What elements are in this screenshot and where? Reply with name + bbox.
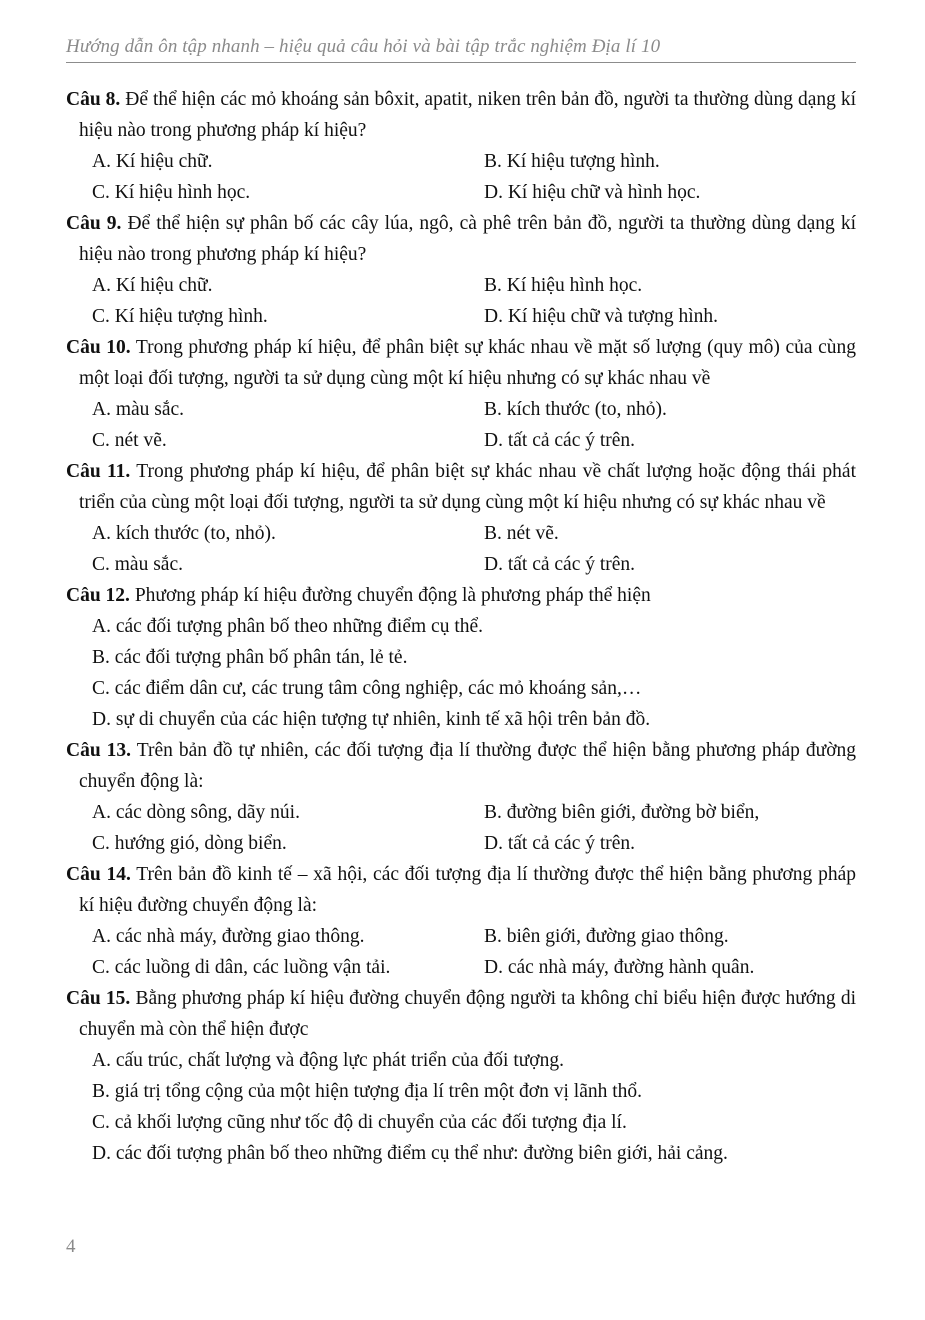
answer-options [66, 921, 856, 983]
question-text: Để thể hiện sự phân bố các cây lúa, ngô, cà phê trên bản đồ, người ta thường dùng dạng kí hiệu nào trong phương pháp kí hiệu? [79, 213, 856, 265]
question-text: Để thể hiện các mỏ khoáng sản bôxit, apatit, niken trên bản đồ, người ta thường dùng dạng kí hiệu nào trong phương pháp kí hiệu? [79, 89, 856, 141]
question-number: Câu 8. [66, 89, 121, 110]
answer-option-b: B. các đối tượng phân bố phân tán, lẻ tẻ. [92, 647, 408, 668]
answer-option-b: B. kích thước (to, nhỏ). [484, 399, 667, 420]
answer-option-a: A. các nhà máy, đường giao thông. [92, 926, 365, 947]
answer-option-c: C. Kí hiệu hình học. [92, 182, 251, 203]
answer-options [66, 146, 856, 208]
answer-option-c: C. hướng gió, dòng biển. [92, 833, 287, 854]
question-stem [66, 208, 856, 270]
question-13 [66, 735, 856, 859]
answer-option-d: D. Kí hiệu chữ và hình học. [484, 182, 701, 203]
question-14 [66, 859, 856, 983]
question-8 [66, 84, 856, 208]
header-divider [66, 62, 856, 63]
answer-option-b: B. nét vẽ. [484, 523, 559, 544]
question-number: Câu 12. [66, 585, 130, 606]
question-text: Trên bản đồ kinh tế – xã hội, các đối tượng địa lí thường được thể hiện bằng phương pháp kí hiệu đường chuyển động là: [79, 864, 856, 916]
answer-options [66, 797, 856, 859]
question-11 [66, 456, 856, 580]
answer-option-d: D. tất cả các ý trên. [484, 833, 636, 854]
answer-option-a: A. màu sắc. [92, 399, 185, 420]
question-number: Câu 15. [66, 988, 131, 1009]
answer-option-b: B. biên giới, đường giao thông. [484, 926, 729, 947]
answer-options [66, 611, 856, 735]
question-number: Câu 11. [66, 461, 131, 482]
answer-option-b: B. Kí hiệu hình học. [484, 275, 643, 296]
question-stem [66, 983, 856, 1045]
question-15 [66, 983, 856, 1169]
question-number: Câu 14. [66, 864, 131, 885]
question-stem [66, 332, 856, 394]
answer-option-a: A. kích thước (to, nhỏ). [92, 523, 276, 544]
question-number: Câu 13. [66, 740, 132, 761]
question-text: Bằng phương pháp kí hiệu đường chuyển động người ta không chỉ biểu hiện được hướng di chuyển mà còn thể hiện được [79, 988, 856, 1040]
answer-option-d: D. tất cả các ý trên. [484, 554, 636, 575]
question-stem [66, 735, 856, 797]
answer-options [66, 270, 856, 332]
answer-option-c: C. cả khối lượng cũng như tốc độ di chuyển của các đối tượng địa lí. [92, 1112, 627, 1133]
question-number: Câu 10. [66, 337, 131, 358]
running-header: Hướng dẫn ôn tập nhanh – hiệu quả câu hỏi và bài tập trắc nghiệm Địa lí 10 [66, 36, 661, 57]
answer-options [66, 518, 856, 580]
question-stem [66, 580, 856, 611]
answer-option-b: B. giá trị tổng cộng của một hiện tượng địa lí trên một đơn vị lãnh thổ. [92, 1081, 643, 1102]
answer-option-c: C. các điểm dân cư, các trung tâm công nghiệp, các mỏ khoáng sản,… [92, 678, 642, 699]
answer-option-d: D. các đối tượng phân bố theo những điểm cụ thể như: đường biên giới, hải cảng. [92, 1143, 728, 1164]
answer-option-d: D. tất cả các ý trên. [484, 430, 636, 451]
question-number: Câu 9. [66, 213, 122, 234]
answer-option-b: B. Kí hiệu tượng hình. [484, 151, 660, 172]
page-number: 4 [66, 1236, 76, 1257]
answer-option-a: A. Kí hiệu chữ. [92, 151, 213, 172]
answer-option-d: D. các nhà máy, đường hành quân. [484, 957, 755, 978]
answer-options [66, 1045, 856, 1169]
question-text: Trong phương pháp kí hiệu, để phân biệt sự khác nhau về chất lượng hoặc động thái phát triển của cùng một loại đối tượng, người ta sử dụng cùng một kí hiệu nhưng có sự khác nhau về [79, 461, 856, 513]
question-list [66, 84, 856, 1169]
question-text: Trên bản đồ tự nhiên, các đối tượng địa lí thường được thể hiện bằng phương pháp đường chuyển động là: [79, 740, 857, 792]
answer-option-b: B. đường biên giới, đường bờ biển, [484, 802, 760, 823]
answer-option-a: A. các đối tượng phân bố theo những điểm cụ thể. [92, 616, 484, 637]
answer-option-c: C. các luồng di dân, các luồng vận tải. [92, 957, 391, 978]
question-12 [66, 580, 856, 735]
answer-option-c: C. Kí hiệu tượng hình. [92, 306, 268, 327]
answer-options [66, 394, 856, 456]
answer-option-c: C. màu sắc. [92, 554, 183, 575]
answer-option-a: A. cấu trúc, chất lượng và động lực phát triển của đối tượng. [92, 1050, 564, 1071]
question-stem [66, 84, 856, 146]
question-text: Trong phương pháp kí hiệu, để phân biệt sự khác nhau về mặt số lượng (quy mô) của cùng một loại đối tượng, người ta sử dụng cùng một kí hiệu nhưng có sự khác nhau về [79, 337, 856, 389]
answer-option-a: A. các dòng sông, dãy núi. [92, 802, 300, 823]
answer-option-c: C. nét vẽ. [92, 430, 167, 451]
answer-option-a: A. Kí hiệu chữ. [92, 275, 213, 296]
answer-option-d: D. Kí hiệu chữ và tượng hình. [484, 306, 718, 327]
question-9 [66, 208, 856, 332]
answer-option-d: D. sự di chuyển của các hiện tượng tự nhiên, kinh tế xã hội trên bản đồ. [92, 709, 651, 730]
question-stem [66, 456, 856, 518]
question-text: Phương pháp kí hiệu đường chuyển động là phương pháp thể hiện [134, 585, 651, 606]
question-stem [66, 859, 856, 921]
question-10 [66, 332, 856, 456]
